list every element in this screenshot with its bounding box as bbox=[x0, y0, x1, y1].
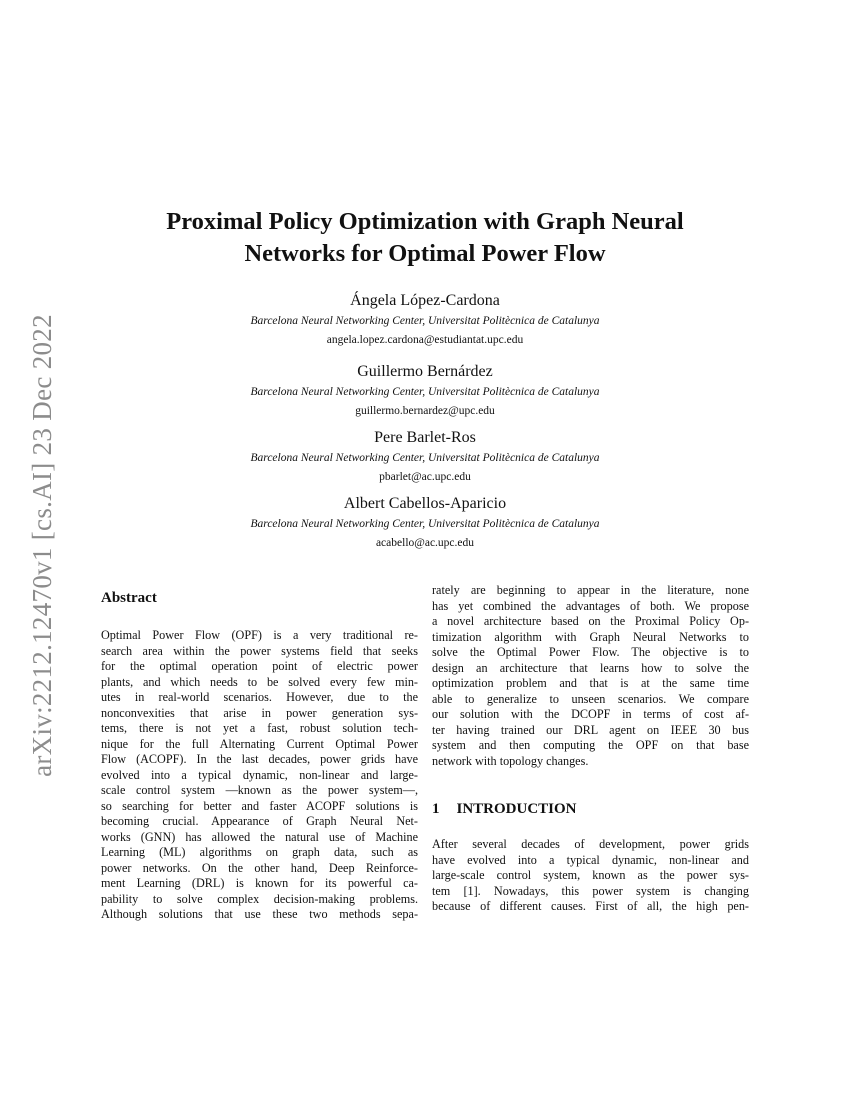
author-affiliation: Barcelona Neural Networking Center, Universitat Politècnica de Catalunya bbox=[250, 386, 600, 398]
text-line: rately are beginning to appear in the literature, none bbox=[432, 583, 749, 597]
text-line: solve the Optimal Power Flow. The objective is to bbox=[432, 645, 749, 659]
section-title: INTRODUCTION bbox=[456, 801, 577, 817]
text-line: design an architecture that learns how to solve the bbox=[432, 660, 749, 675]
author-affiliation: Barcelona Neural Networking Center, Universitat Politècnica de Catalunya bbox=[250, 518, 600, 530]
title-line-1: Proximal Policy Optimization with Graph Neural bbox=[166, 208, 684, 235]
text-line: works (GNN) has allowed the natural use of Machine bbox=[101, 829, 418, 844]
text-line: nonconvexities that arise in power generation sys- bbox=[101, 705, 418, 720]
text-line: ment Learning (DRL) is known for its powerful ca- bbox=[101, 876, 418, 890]
abstract-text-right bbox=[432, 583, 749, 769]
text-line: able to generalize to unseen scenarios. We compare bbox=[432, 691, 749, 706]
text-line: pability to solve complex decision-making problems. bbox=[101, 891, 418, 906]
introduction-heading bbox=[432, 799, 749, 819]
text-line: our solution with the DCOPF in terms of cost af- bbox=[432, 707, 749, 721]
section-number: 1 bbox=[432, 801, 440, 817]
text-line: nique for the full Alternating Current Optimal Power bbox=[101, 736, 418, 751]
text-line: a novel architecture based on the Proximal Policy Op- bbox=[432, 614, 749, 628]
text-line: ter having trained our DRL agent on IEEE 30 bus bbox=[432, 722, 749, 737]
text-line: large-scale control system, known as the power sys- bbox=[432, 868, 749, 882]
text-line: scale control system —known as the power system—, bbox=[101, 783, 418, 797]
author-name: Pere Barlet-Ros bbox=[374, 429, 476, 446]
author-block-1 bbox=[100, 291, 750, 349]
text-line: has yet combined the advantages of both. We propose bbox=[432, 598, 749, 613]
text-line: network with topology changes. bbox=[432, 753, 589, 768]
text-line: plants, and which needs to be solved every few min- bbox=[101, 674, 418, 689]
text-line: for the optimal operation point of electric power bbox=[101, 659, 418, 673]
title-line-2: Networks for Optimal Power Flow bbox=[244, 240, 606, 267]
text-line: After several decades of development, power grids bbox=[432, 837, 749, 851]
abstract-heading: Abstract bbox=[101, 590, 157, 606]
author-affiliation: Barcelona Neural Networking Center, Universitat Politècnica de Catalunya bbox=[250, 315, 600, 327]
author-block-4 bbox=[100, 494, 750, 552]
text-line: tem [1]. Nowadays, this power system is changing bbox=[432, 883, 749, 898]
author-email[interactable]: acabello@ac.upc.edu bbox=[375, 537, 475, 549]
author-email[interactable]: pbarlet@ac.upc.edu bbox=[379, 471, 471, 483]
text-line: becoming crucial. Appearance of Graph Neural Net- bbox=[101, 814, 418, 828]
text-line: because of different causes. First of all, the high pen- bbox=[432, 899, 749, 913]
author-email[interactable]: angela.lopez.cardona@estudiantat.upc.edu bbox=[326, 334, 524, 346]
text-line: so searching for better and faster ACOPF solutions is bbox=[101, 798, 418, 813]
text-line: tems, there is not yet a fast, robust solution tech- bbox=[101, 721, 418, 735]
author-affiliation: Barcelona Neural Networking Center, Universitat Politècnica de Catalunya bbox=[250, 452, 600, 464]
text-line: system and then computing the OPF on that base bbox=[432, 738, 749, 752]
text-line: Optimal Power Flow (OPF) is a very traditional re- bbox=[101, 628, 418, 642]
arxiv-identifier: arXiv:2212.12470v1 [cs.AI] 23 Dec 2022 bbox=[26, 313, 57, 777]
text-line: optimization problem and that is at the same time bbox=[432, 676, 749, 690]
text-line: have evolved into a typical dynamic, non-linear and bbox=[432, 852, 749, 867]
author-block-3 bbox=[100, 428, 750, 486]
abstract-text-left bbox=[101, 628, 418, 923]
text-line: power networks. On the other hand, Deep Reinforce- bbox=[101, 860, 418, 875]
text-line: Flow (ACOPF). In the last decades, power grids have bbox=[101, 752, 418, 766]
right-column bbox=[432, 583, 749, 915]
author-name: Ángela López-Cardona bbox=[350, 292, 500, 309]
text-line: utes in real-world scenarios. However, due to the bbox=[101, 690, 418, 704]
text-line: Learning (ML) algorithms on graph data, such as bbox=[101, 845, 418, 859]
text-line: search area within the power systems field that seeks bbox=[101, 643, 418, 658]
introduction-text bbox=[432, 837, 749, 915]
author-name: Guillermo Bernárdez bbox=[357, 363, 493, 380]
author-block-2 bbox=[100, 362, 750, 420]
text-line: timization algorithm with Graph Neural Networks to bbox=[432, 629, 749, 644]
author-name: Albert Cabellos-Aparicio bbox=[343, 495, 507, 512]
left-column bbox=[101, 588, 418, 923]
arxiv-side-stamp bbox=[20, 295, 64, 795]
text-line: evolved into a typical dynamic, non-linear and large- bbox=[101, 767, 418, 782]
paper-title bbox=[100, 206, 750, 270]
text-line: Although solutions that use these two methods sepa- bbox=[101, 907, 418, 921]
author-email[interactable]: guillermo.bernardez@upc.edu bbox=[355, 405, 495, 417]
